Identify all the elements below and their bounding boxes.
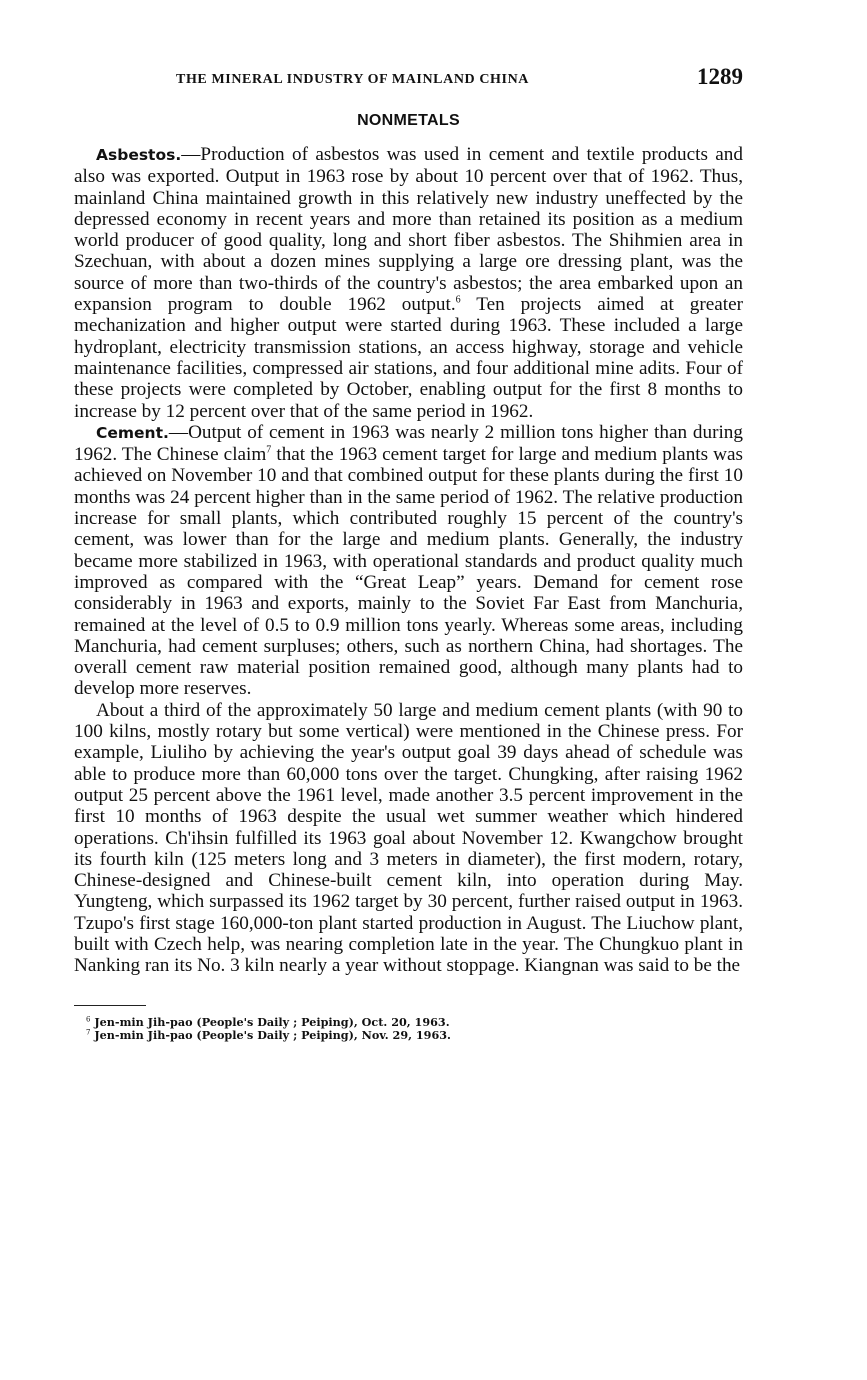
paragraph-cement-plants: About a third of the approximately 50 large and medium cement plants (with 90 to 100 kilns, mostly rotary but some vertical) were mentioned in the Chinese press. For example, Liuliho by achieving the year's output goal 39 days ahead of schedule was able to produce more than 60,000 tons over the target. Chungking, after raising 1962 output 25 percent above the 1961 level, made another 3.5 percent improvement in the first 10 months of 1963 despite the usual wet summer weather which hindered operations. Ch'ihsin fulfilled its 1963 goal about November 12. Kwangchow brought its fourth kiln (125 meters long and 3 meters in diameter), the first modern, rotary, Chinese-designed and Chinese-built cement kiln, into operation during May. Yungteng, which surpassed its 1962 target by 30 percent, further raised output in 1963. Tzupo's first stage 160,000-ton plant started production in August. The Liuchow plant, built with Czech help, was nearing completion late in the year. The Chungkuo plant in Nanking ran its No. 3 kiln nearly a year without stoppage. Kiangnan was said to be the [74,699,743,977]
running-title: THE MINERAL INDUSTRY OF MAINLAND CHINA [176,72,530,87]
paragraph-text: that the 1963 cement target for large and medium plants was achieved on November 10 and that combined output for these plants during the first 10 months was 24 percent higher than in the same period of 1962. The relative production increase for small plants, which contributed roughly 15 percent of the country's cement, was lower than for the large and medium plants. Generally, the industry became more stabilized in 1963, with operational standards and product quality much improved as compared with the “Great Leap” years. Demand for cement rose considerably in 1963 and exports, mainly to the Soviet Far East from Manchuria, remained at the level of 0.5 to 0.9 million tons yearly. Whereas some areas, including Manchuria, had cement surpluses; others, such as northern China, had shortages. The overall cement raw material position remained good, although many plants had to develop more reserves. [74,444,743,700]
paragraph-text: —Output of cement in 1963 was nearly 2 million tons higher than during 1962. The Chinese claim [74,421,743,466]
section-heading: NONMETALS [357,112,460,129]
footnote-mark: 6 [86,1014,91,1023]
footnote-reference: 6 [455,294,461,306]
footnote-text: Jen-min Jih-pao (People's Daily ; Peiping), Nov. 29, 1963. [94,1027,451,1042]
paragraph-cement [74,422,743,700]
body-text [74,144,743,977]
paragraph-text: Ten projects aimed at greater mechanization and higher output were started during 1963. These included a large hydroplant, electricity transmission stations, an access highway, storage and vehicle maintenance facilities, compressed air stations, and four additional mine adits. Four of these projects were completed by October, enabling output for the first 8 months to increase by 12 percent over that of the same period in 1962. [74,294,743,422]
book-page [74,60,743,1042]
running-head [74,60,743,100]
paragraph-text: —Production of asbestos was used in cement and textile products and also was exported. Output in 1963 rose by about 10 percent over that of 1962. Thus, mainland China maintained growth in this relatively new industry uneffected by the depressed economy in recent years and more than retained its position as a medium world producer of good quality, long and short fiber asbestos. The Shihmien area in Szechuan, with about a dozen mines supplying a large ore dressing plant, was the source of more than two-thirds of the country's asbestos; the area embarked upon an expansion program to double 1962 output. [74,144,743,316]
run-in-heading-asbestos: Asbestos. [96,146,182,164]
footnotes [74,1016,743,1042]
paragraph-asbestos [74,144,743,422]
footnote-text: Jen-min Jih-pao (People's Daily ; Peiping), Oct. 20, 1963. [94,1014,450,1029]
run-in-heading-cement: Cement. [96,423,169,442]
footnote-divider [74,1005,146,1006]
footnote-mark: 7 [86,1027,91,1036]
footnote-7 [86,1029,743,1042]
page-number: 1289 [697,64,743,89]
footnote-reference: 7 [266,444,272,456]
